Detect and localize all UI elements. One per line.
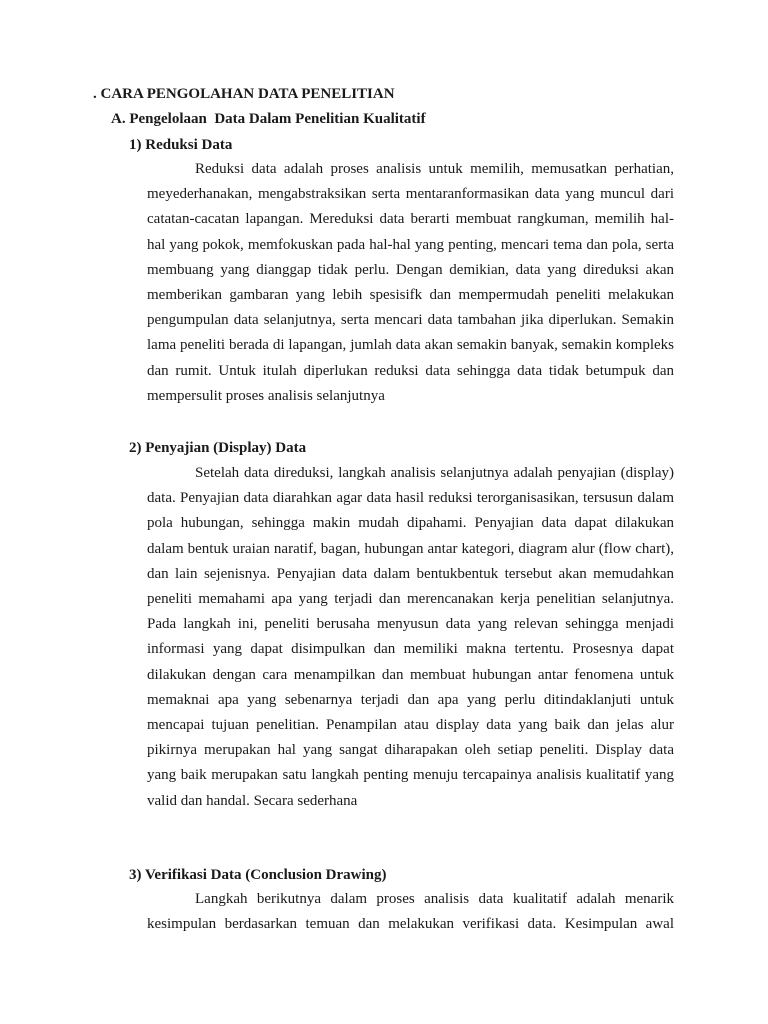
main-heading: . CARA PENGOLAHAN DATA PENELITIAN bbox=[93, 86, 395, 102]
subsection-heading-penyajian: 2) Penyajian (Display) Data bbox=[129, 440, 307, 456]
section-heading-a: A. Pengelolaan Data Dalam Penelitian Kualitatif bbox=[111, 111, 426, 127]
paragraph-verifikasi: Langkah berikutnya dalam proses analisis data kualitatif adalah menarik kesimpulan berdasarkan temuan dan melakukan verifikasi data. Kesimpulan awal bbox=[147, 891, 674, 933]
subsection-heading-reduksi: 1) Reduksi Data bbox=[129, 137, 233, 153]
paragraph-reduksi: Reduksi data adalah proses analisis untuk memilih, memusatkan perhatian, meyederhanakan, mengabstraksikan serta mentaranformasikan data yang muncul dari catatan-cacatan lapangan. Mereduksi data berarti membuat rangkuman, memilih hal-hal yang pokok, memfokuskan pada hal-hal yang penting, mencari tema dan pola, serta membuang yang dianggap tidak perlu. Dengan demikian, data yang direduksi akan memberikan gambaran yang lebih spesisifk dan mempermudah peneliti melakukan pengumpulan data selanjutnya, serta mencari data tambahan jika diperlukan. Semakin lama peneliti berada di lapangan, jumlah data akan semakin banyak, semakin kompleks dan rumit. Untuk itulah diperlukan reduksi data sehingga data tidak betumpuk dan mempersulit proses analisis selanjutnya bbox=[147, 161, 674, 404]
paragraph-penyajian: Setelah data direduksi, langkah analisis selanjutnya adalah penyajian (display) data. Penyajian data diarahkan agar data hasil reduksi terorganisasikan, tersusun dalam pola hubungan, sehingga makin mudah dipahami. Penyajian data dapat dilakukan dalam bentuk uraian naratif, bagan, hubungan antar kategori, diagram alur (flow chart), dan lain sejenisnya. Penyajian data dalam bentukbentuk tersebut akan memudahkan peneliti memahami apa yang terjadi dan merencanakan kerja penelitian selanjutnya. Pada langkah ini, peneliti berusaha menyusun data yang relevan sehingga menjadi informasi yang dapat disimpulkan dan memiliki makna tertentu. Prosesnya dapat dilakukan dengan cara menampilkan dan membuat hubungan antar fenomena untuk memaknai apa yang sebenarnya terjadi dan apa yang perlu ditindaklanjuti untuk mencapai tujuan penelitian. Penampilan atau display data yang baik dan jelas alur pikirnya merupakan hal yang sangat diharapakan oleh setiap peneliti. Display data yang baik merupakan satu langkah penting menuju tercapainya analisis kualitatif yang valid dan handal. Secara sederhana bbox=[147, 465, 674, 809]
subsection-heading-verifikasi: 3) Verifikasi Data (Conclusion Drawing) bbox=[129, 867, 387, 883]
